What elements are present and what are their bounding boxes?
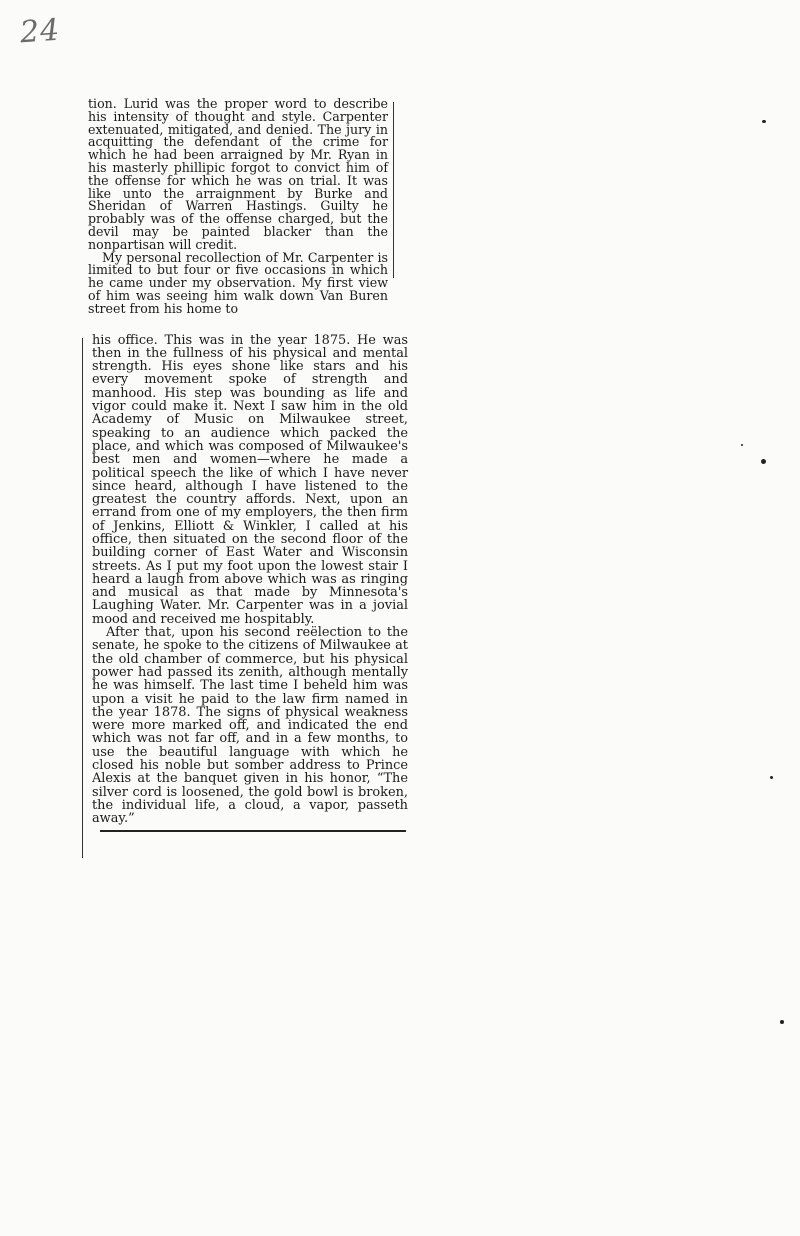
newspaper-clipping (88, 98, 408, 832)
article-paragraph: tion. Lurid was the proper word to describe his intensity of thought and style. Carpenter extenuated, mitigated, and denied. The jury in acquitting the defendant of the crime for which he had been arraigned by Mr. Ryan in his masterly phillipic forgot to convict him of the offense for which he was on trial. It was like unto the arraignment by Burke and Sheridan of Warren Hastings. Guilty he probably was of the offense charged, but the devil may be painted blacker than the nonpartisan will credit. (88, 96, 388, 252)
scan-speck (741, 444, 743, 446)
article-paragraph: My personal recollection of Mr. Carpenter is limited to but four or five occasions in which he came under my observation. My first view of him was seeing him walk down Van Buren street from his home to (88, 249, 388, 316)
page-number: 24 (18, 12, 62, 51)
article-paragraph: After that, upon his second reëlection to the senate, he spoke to the citizens of Milwaukee at the old chamber of commerce, but his physical power had passed its zenith, although mentally he was himself. The last time I beheld him was upon a visit he paid to the law firm named in the year 1878. The signs of physical weakness were more marked off, and indicated the end which was not far off, and in a few months, to use the beautiful language with which he closed his noble but somber address to Prince Alexis at the banquet given in his honor, “The silver cord is loosened, the gold bowl is broken, the individual life, a cloud, a vapor, passeth away.” (92, 625, 408, 827)
scan-speck (761, 459, 766, 464)
scan-speck (780, 1020, 784, 1024)
clipping-column-bottom (88, 334, 408, 826)
scan-speck (770, 776, 773, 779)
scan-speck (762, 120, 766, 123)
end-rule (100, 830, 406, 832)
clipping-column-top (88, 98, 388, 316)
article-paragraph: his office. This was in the year 1875. He was then in the fullness of his physical and mental strength. His eyes shone like stars and his every movement spoke of strength and manhood. His step was bounding as life and vigor could make it. Next I saw him in the old Academy of Music on Milwaukee street, speaking to an audience which packed the place, and which was composed of Milwaukee's best men and women—where he made a political speech the like of which I have never since heard, although I have listened to the greatest the country affords. Next, upon an errand from one of my employers, the then firm of Jenkins, Elliott & Winkler, I called at his office, then situated on the second floor of the building corner of East Water and Wisconsin streets. As I put my foot upon the lowest stair I heard a laugh from above which was as ringing and musical as that made by Minnesota's Laughing Water. Mr. Carpenter was in a jovial mood and received me hospitably. (92, 332, 408, 627)
